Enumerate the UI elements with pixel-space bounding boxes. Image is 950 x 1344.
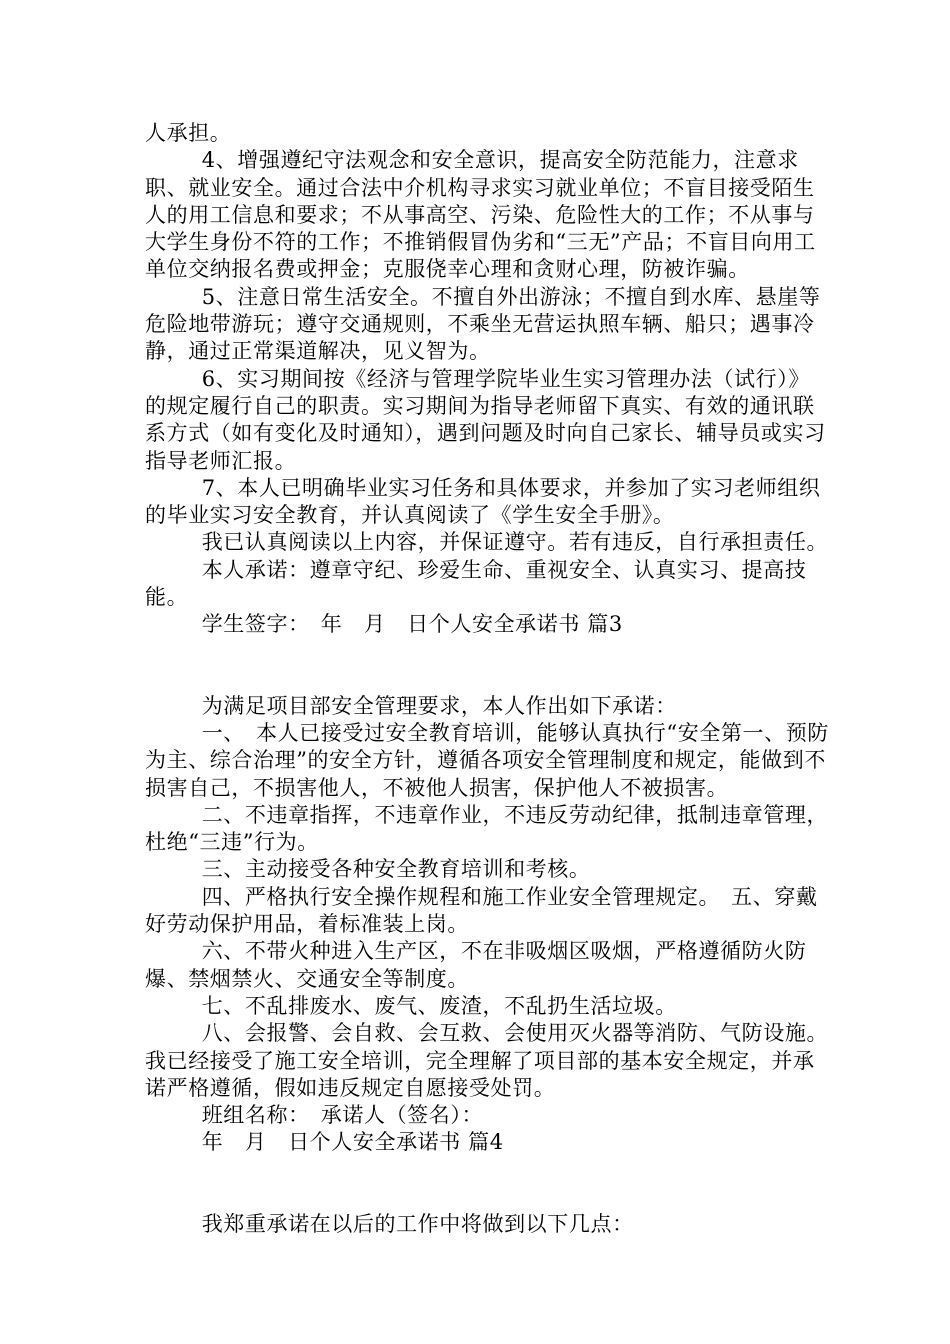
section-gap	[145, 1157, 830, 1211]
paragraph: 7、本人已明确毕业实习任务和具体要求，并参加了实习老师组织的毕业实习安全教育，并认真阅读了《学生安全手册》。	[145, 475, 821, 528]
paragraph: 年 月 日个人安全承诺书 篇4	[201, 1130, 504, 1155]
paragraph: 班组名称： 承诺人（签名）：	[201, 1103, 484, 1128]
paragraph: 人承担。	[145, 121, 232, 145]
paragraph: 为满足项目部安全管理要求，本人作出如下承诺：	[201, 693, 677, 718]
paragraph: 六、不带火种进入生产区，不在非吸烟区吸烟，严格遵循防火防爆、禁烟禁火、交通安全等制度。	[145, 939, 807, 991]
paragraph: 我已认真阅读以上内容，并保证遵守。若有违反，自行承担责任。	[201, 530, 829, 555]
paragraph: 一、 本人已接受过安全教育培训，能够认真执行“安全第一、预防为主、综合治理”的安全方针，遵循各项安全管理制度和规定，能做到不损害自己，不损害他人，不被他人损害，保护他人不被损害。	[145, 720, 829, 800]
paragraph: 七、不乱排废水、废气、废渣，不乱扔生活垃圾。	[201, 993, 677, 1018]
paragraph: 5、注意日常生活安全。不擅自外出游泳；不擅自到水库、悬崖等危险地带游玩；遵守交通规则，不乘坐无营运执照车辆、船只；遇事冷静，通过正常渠道解决，见义智为。	[145, 284, 821, 364]
paragraph: 4、增强遵纪守法观念和安全意识，提高安全防范能力，注意求职、就业安全。通过合法中介机构寻求实习就业单位；不盲目接受陌生人的用工信息和要求；不从事高空、污染、危险性大的工作；不从事与大学生身份不符的工作；不推销假冒伪劣和“三无”产品；不盲目向用工单位交纳报名费或押金；克服侥幸心理和贪财心理，防被诈骗。	[145, 148, 816, 282]
document-body	[145, 120, 830, 1238]
paragraph: 学生签字： 年 月 日个人安全承诺书 篇3	[201, 612, 623, 637]
paragraph: 二、不违章指挥，不违章作业，不违反劳动纪律，抵制违章管理，杜绝“三违”行为。	[145, 802, 829, 855]
paragraph: 四、严格执行安全操作规程和施工作业安全管理规定。 五、穿戴好劳动保护用品，着标准装上岗。	[145, 884, 818, 937]
section-gap	[145, 639, 830, 693]
paragraph: 三、主动接受各种安全教育培训和考核。	[201, 857, 591, 882]
paragraph: 八、会报警、会自救、会互救、会使用灭火器等消防、气防设施。 我已经接受了施工安全培训，完全理解了项目部的基本安全规定，并承诺严格遵循，假如违反规定自愿接受处罚。	[145, 1021, 829, 1100]
paragraph: 我郑重承诺在以后的工作中将做到以下几点：	[201, 1211, 634, 1236]
paragraph: 6、实习期间按《经济与管理学院毕业生实习管理办法（试行）》的规定履行自己的职责。实习期间为指导老师留下真实、有效的通讯联系方式（如有变化及时通知），遇到问题及时向自己家长、辅导员或实习指导老师汇报。	[145, 366, 826, 473]
paragraph: 本人承诺：遵章守纪、珍爱生命、重视安全、认真实习、提高技能。	[145, 557, 807, 610]
